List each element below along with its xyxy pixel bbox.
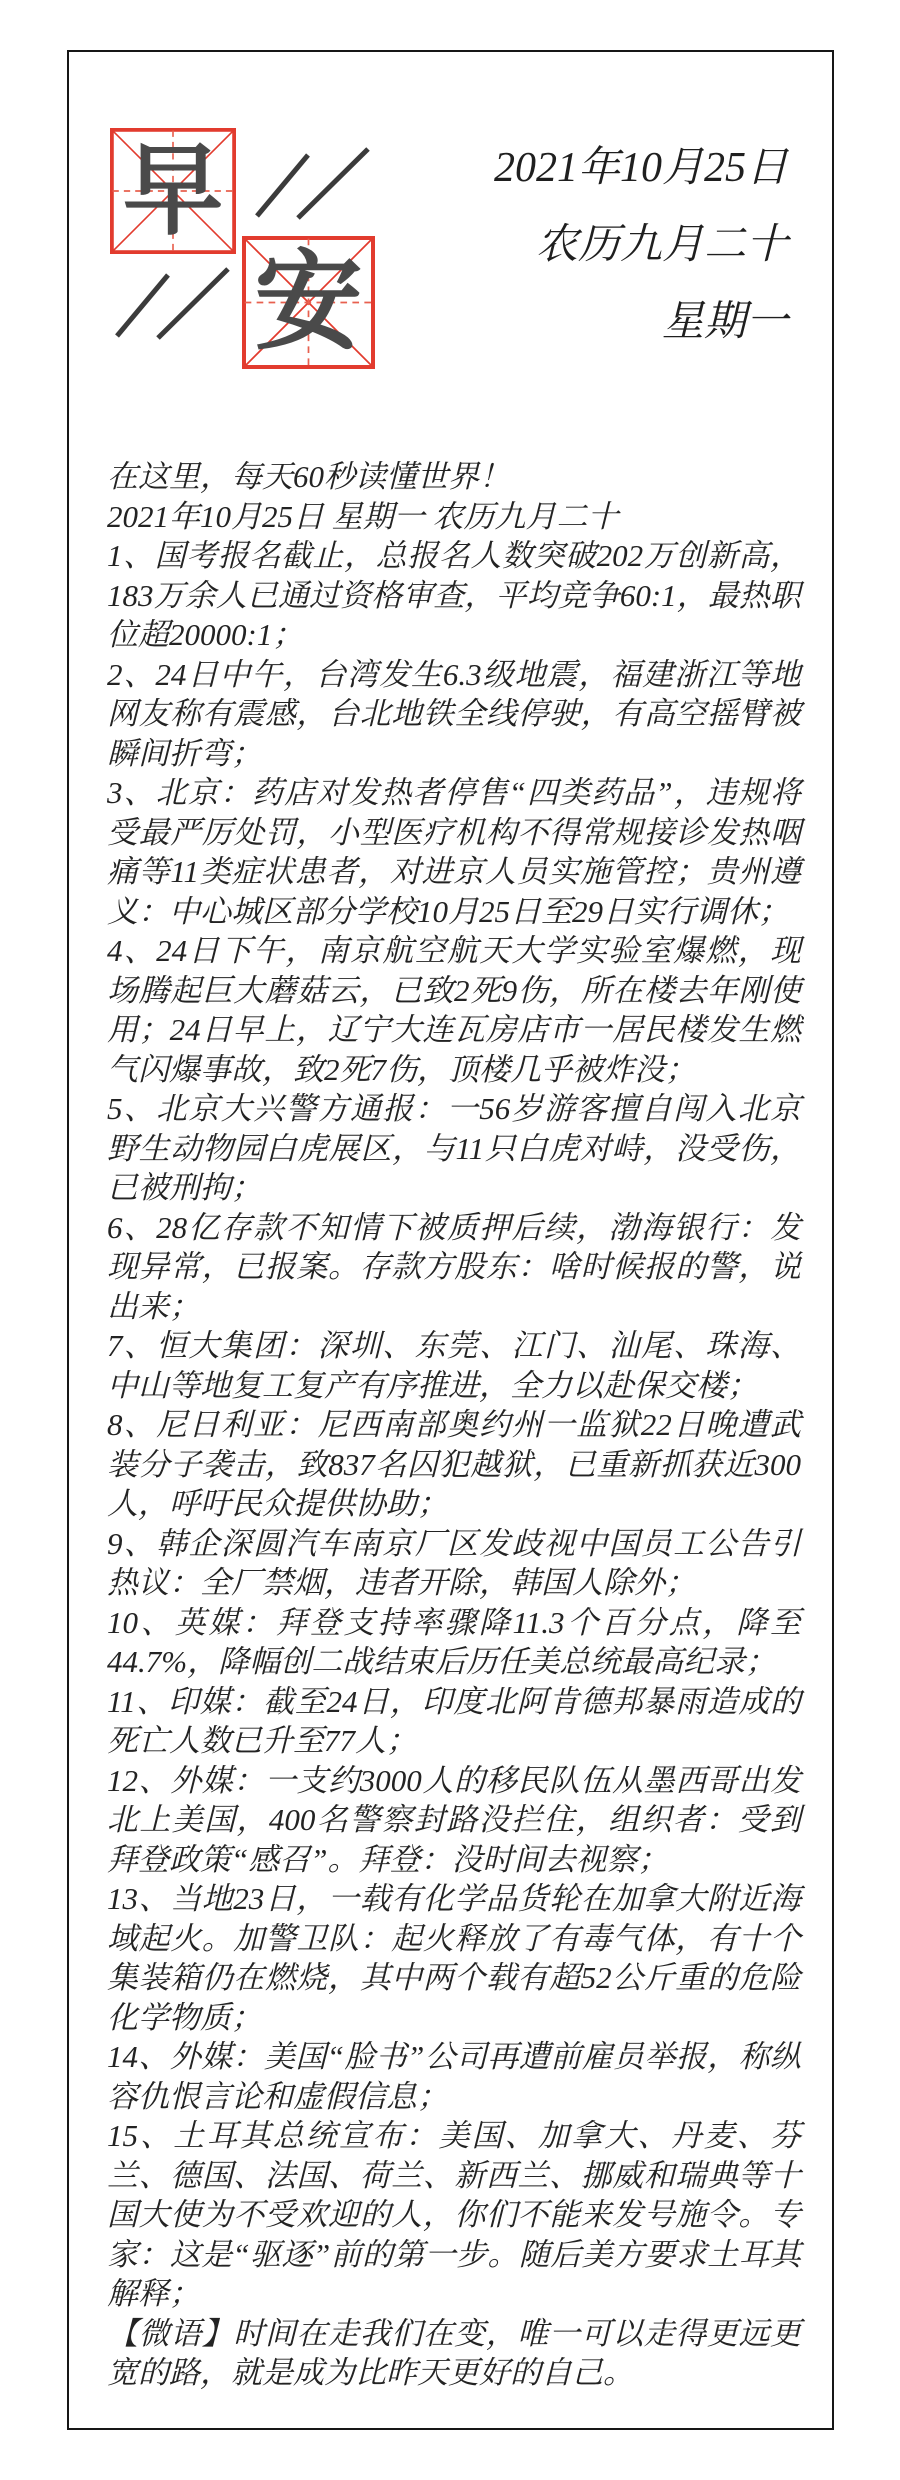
logo-grid-zao xyxy=(110,128,236,254)
dateline: 2021年10月25日 星期一 农历九月二十 xyxy=(107,498,619,534)
weiyu-quote: 【微语】时间在走我们在变，唯一可以走得更远更宽的路，就是成为比昨天更好的自己。 xyxy=(107,2315,801,2390)
border-frame xyxy=(67,50,834,2430)
tagline: 在这里，每天60秒读懂世界！ xyxy=(107,459,510,494)
date-block xyxy=(368,130,788,361)
logo-char-zao: 早 xyxy=(123,132,223,249)
news-item-11: 11、印媒：截至24日，印度北阿肯德邦暴雨造成的死亡人数已升至77人； xyxy=(107,1683,801,1758)
news-item-5: 5、北京大兴警方通报：一56岁游客擅自闯入北京野生动物园白虎展区，与11只白虎对峙，没受伤，已被刑拘； xyxy=(107,1091,801,1205)
date-gregorian: 2021年10月25日 xyxy=(493,145,788,191)
news-item-9: 9、韩企深圆汽车南京厂区发歧视中国员工公告引热议：全厂禁烟，违者开除，韩国人除外； xyxy=(107,1525,801,1600)
news-item-4: 4、24日下午，南京航空航天大学实验室爆燃，现场腾起巨大蘑菇云，已致2死9伤，所在楼去年刚使用；24日早上，辽宁大连瓦房店市一居民楼发生燃气闪爆事故，致2死7伤，顶楼几乎被炸没； xyxy=(107,933,801,1087)
news-item-15: 15、土耳其总统宣布：美国、加拿大、丹麦、芬兰、德国、法国、荷兰、新西兰、挪威和瑞典等十国大使为不受欢迎的人，你们不能来发号施令。专家：这是“驱逐”前的第一步。随后美方要求土耳其解释； xyxy=(107,2118,801,2311)
news-item-7: 7、恒大集团：深圳、东莞、江门、汕尾、珠海、中山等地复工复产有序推进，全力以赴保交楼； xyxy=(107,1328,801,1403)
news-body xyxy=(107,457,801,2393)
date-lunar: 农历九月二十 xyxy=(535,222,788,268)
news-item-14: 14、外媒：美国“脸书”公司再遭前雇员举报，称纵容仇恨言论和虚假信息； xyxy=(107,2039,801,2114)
news-item-6: 6、28亿存款不知情下被质押后续，渤海银行：发现异常，已报案。存款方股东：啥时候报的警，说出来； xyxy=(107,1209,801,1324)
double-slash-icon xyxy=(252,146,372,221)
double-slash-icon xyxy=(112,266,232,341)
news-item-8: 8、尼日利亚：尼西南部奥约州一监狱22日晚遭武装分子袭击，致837名囚犯越狱，已重新抓获近300人，呼吁民众提供协助； xyxy=(107,1407,801,1521)
news-item-3: 3、北京：药店对发热者停售“四类药品”，违规将受最严厉处罚，小型医疗机构不得常规接诊发热咽痛等11类症状患者，对进京人员实施管控；贵州遵义：中心城区部分学校10月25日至29日实行调休； xyxy=(107,775,801,929)
logo-char-an: 安 xyxy=(254,239,363,365)
news-item-1: 1、国考报名截止，总报名人数突破202万创新高，183万余人已通过资格审查，平均竞争60:1，最热职位超20000:1； xyxy=(107,538,801,652)
news-item-10: 10、英媒：拜登支持率骤降11.3个百分点，降至44.7%，降幅创二战结束后历任美总统最高纪录； xyxy=(107,1604,801,1679)
news-item-2: 2、24日中午，台湾发生6.3级地震，福建浙江等地网友称有震感，台北地铁全线停驶，有高空摇臂被瞬间折弯； xyxy=(107,656,801,771)
news-item-13: 13、当地23日，一载有化学品货轮在加拿大附近海域起火。加警卫队：起火释放了有毒气体，有十个集装箱仍在燃烧，其中两个载有超52公斤重的危险化学物质； xyxy=(107,1881,801,2035)
news-item-12: 12、外媒：一支约3000人的移民队伍从墨西哥出发北上美国，400名警察封路没拦住，组织者：受到拜登政策“感召”。拜登：没时间去视察； xyxy=(107,1762,801,1877)
logo-grid-an xyxy=(242,236,375,369)
date-weekday: 星期一 xyxy=(661,299,788,345)
